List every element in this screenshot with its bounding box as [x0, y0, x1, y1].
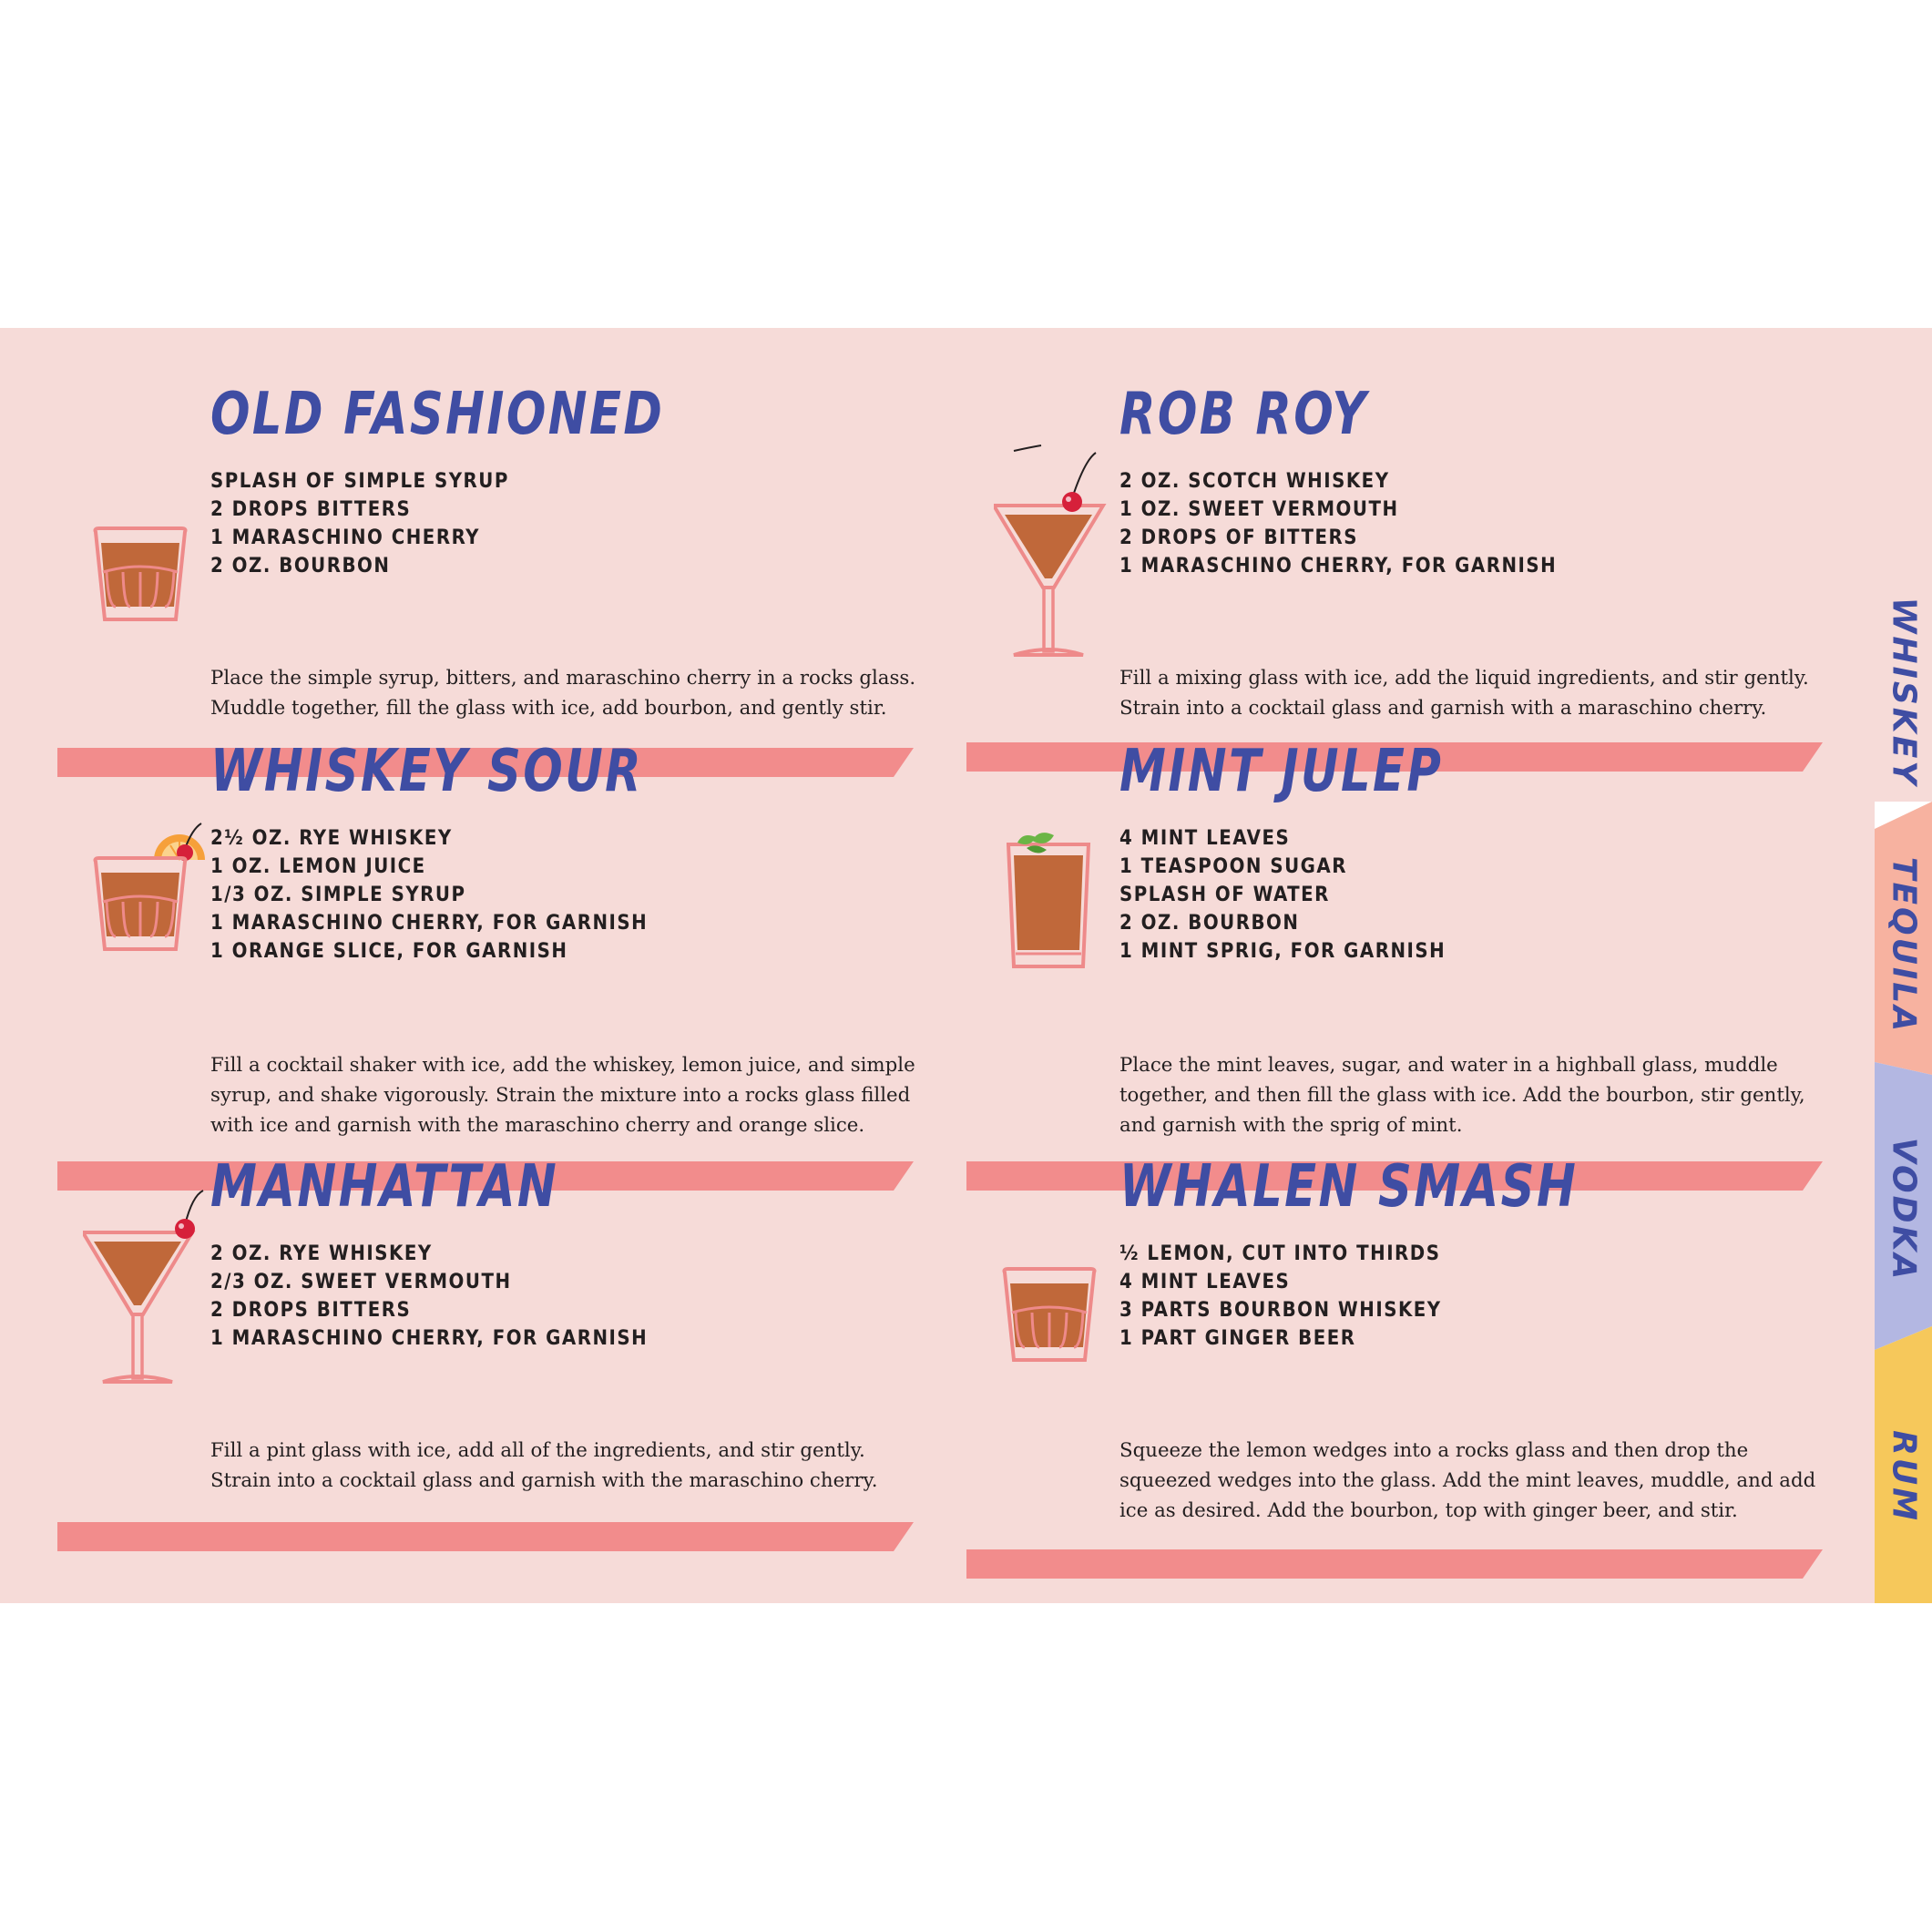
method-line: Fill a mixing glass with ice, add the liquid ingredients, and stir gently. [1119, 667, 1809, 690]
ingredient: 1 MARASCHINO CHERRY, FOR GARNISH [210, 912, 649, 935]
method-line: Place the mint leaves, sugar, and water in a highball glass, muddle [1119, 1054, 1778, 1077]
ingredient: 3 PARTS BOURBON WHISKEY [1119, 1299, 1442, 1322]
recipe-whiskey-sour [57, 735, 914, 1154]
tab-whiskey[interactable] [1875, 328, 1932, 802]
ingredient: 2 OZ. SCOTCH WHISKEY [1119, 470, 1390, 493]
ingredient-list [1119, 824, 1446, 966]
tab-tequila[interactable] [1875, 829, 1932, 1062]
tab-label: RUM [1885, 1430, 1922, 1523]
ingredient-list [1119, 1240, 1442, 1353]
recipe-method [1119, 663, 1812, 723]
recipe-title: MANHATTAN [210, 1153, 559, 1221]
recipe-title: ROB ROY [1119, 381, 1368, 448]
ingredient: 1 OZ. SWEET VERMOUTH [1119, 498, 1399, 521]
recipe-old-fashioned [57, 378, 914, 761]
cocktail-glass-with-cherry-icon [83, 1187, 220, 1387]
divider-stripe [57, 1522, 914, 1551]
ingredient: 2 OZ. RYE WHISKEY [210, 1242, 433, 1265]
ingredient: 1 PART GINGER BEER [1119, 1327, 1356, 1350]
ingredient: 2 OZ. BOURBON [210, 555, 391, 578]
method-line: Squeeze the lemon wedges into a rocks glass and then drop the [1119, 1439, 1749, 1462]
ingredient: 1 MARASCHINO CHERRY, FOR GARNISH [1119, 555, 1558, 578]
recipe-method [210, 1050, 915, 1140]
method-line: ice as desired. Add the bourbon, top with ginger beer, and stir. [1119, 1499, 1738, 1522]
method-line: Place the simple syrup, bitters, and maraschino cherry in a rocks glass. [210, 667, 916, 690]
recipe-spread [0, 328, 1875, 1603]
method-line: Fill a pint glass with ice, add all of the ingredients, and stir gently. [210, 1439, 865, 1462]
ingredient: 2/3 OZ. SWEET VERMOUTH [210, 1271, 512, 1293]
recipe-manhattan [57, 1150, 914, 1560]
ingredient: 2 DROPS OF BITTERS [1119, 526, 1359, 549]
ingredient: 1 MINT SPRIG, FOR GARNISH [1119, 940, 1446, 963]
ingredient: 1 ORANGE SLICE, FOR GARNISH [210, 940, 568, 963]
recipe-method [1119, 1436, 1816, 1526]
rocks-glass-icon [90, 519, 190, 629]
recipe-title: OLD FASHIONED [210, 381, 665, 448]
tab-label: VODKA [1885, 1137, 1922, 1283]
method-line: syrup, and shake vigorously. Strain the mixture into a rocks glass filled [210, 1084, 911, 1107]
recipe-title: WHISKEY SOUR [210, 738, 643, 805]
method-line: Strain into a cocktail glass and garnish with the maraschino cherry. [210, 1469, 878, 1492]
recipe-mint-julep [966, 735, 1823, 1154]
method-line: with ice and garnish with the maraschino cherry and orange slice. [210, 1114, 865, 1137]
ingredient: 1 MARASCHINO CHERRY [210, 526, 480, 549]
ingredient: 4 MINT LEAVES [1119, 1271, 1291, 1293]
tab-label: TEQUILA [1885, 856, 1922, 1035]
method-line: together, and then fill the glass with ice. Add the bourbon, stir gently, [1119, 1084, 1805, 1107]
rocks-glass-icon [999, 1260, 1099, 1369]
ingredient: 2½ OZ. RYE WHISKEY [210, 827, 453, 850]
tab-vodka[interactable] [1875, 1075, 1932, 1344]
method-line: Muddle together, fill the glass with ice, add bourbon, and gently stir. [210, 697, 887, 720]
ingredient: 1 MARASCHINO CHERRY, FOR GARNISH [210, 1327, 649, 1350]
ingredient: 2 OZ. BOURBON [1119, 912, 1300, 935]
ingredient-list [210, 1240, 648, 1353]
recipe-whalen-smash [966, 1150, 1823, 1588]
recipe-rob-roy [966, 378, 1823, 761]
recipe-method [210, 663, 916, 723]
cocktail-glass-with-cherry-icon [994, 442, 1112, 660]
ingredient: 2 DROPS BITTERS [210, 498, 412, 521]
method-line: and garnish with the sprig of mint. [1119, 1114, 1463, 1137]
ingredient: SPLASH OF SIMPLE SYRUP [210, 470, 509, 493]
method-line: Strain into a cocktail glass and garnish with a maraschino cherry. [1119, 697, 1767, 720]
highball-glass-with-mint-icon [1007, 815, 1098, 975]
divider-stripe [966, 1549, 1823, 1579]
recipe-method [210, 1436, 903, 1496]
ingredient: 1/3 OZ. SIMPLE SYRUP [210, 884, 466, 906]
method-line: squeezed wedges into the glass. Add the mint leaves, muddle, and add [1119, 1469, 1816, 1492]
recipe-method [1119, 1050, 1812, 1140]
recipe-title: MINT JULEP [1119, 738, 1444, 805]
ingredient-list [210, 824, 648, 966]
ingredient: ½ LEMON, CUT INTO THIRDS [1119, 1242, 1441, 1265]
ingredient: 2 DROPS BITTERS [210, 1299, 412, 1322]
recipe-title: WHALEN SMASH [1119, 1153, 1579, 1221]
tab-rum[interactable] [1875, 1350, 1932, 1603]
ingredient: 4 MINT LEAVES [1119, 827, 1291, 850]
ingredient: 1 TEASPOON SUGAR [1119, 855, 1347, 878]
ingredient: SPLASH OF WATER [1119, 884, 1330, 906]
chapter-tabs [1875, 328, 1932, 1603]
ingredient: 1 OZ. LEMON JUICE [210, 855, 426, 878]
ingredient-list [1119, 467, 1557, 580]
tab-label: WHISKEY [1885, 597, 1922, 788]
method-line: Fill a cocktail shaker with ice, add the whiskey, lemon juice, and simple [210, 1054, 915, 1077]
ingredient-list [210, 467, 509, 580]
